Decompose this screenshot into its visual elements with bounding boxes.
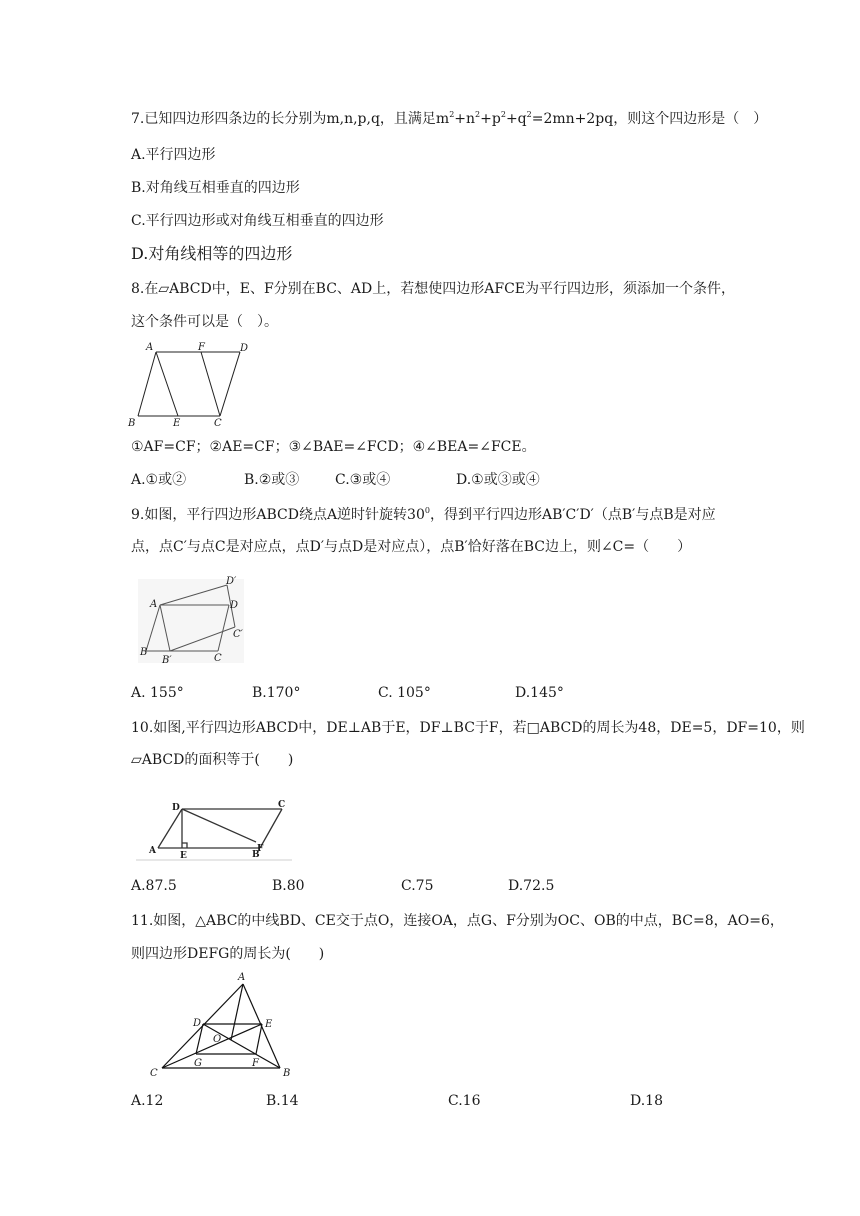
question-11-option-d: D.18 xyxy=(630,1093,663,1109)
figure11-label-o: O xyxy=(213,1034,222,1045)
question-8-option-d: D.①或③或④ xyxy=(456,472,540,488)
question-8-conditions: ①AF=CF；②AE=CF；③∠BAE=∠FCD；④∠BEA=∠FCE。 xyxy=(131,439,536,455)
figure11-label-b: B xyxy=(283,1068,291,1079)
figure8-label-f: F xyxy=(198,342,205,353)
figure9-label-b-prime: B′ xyxy=(162,655,172,666)
question-11-option-c: C.16 xyxy=(448,1093,481,1109)
figure10-label-d: D xyxy=(172,803,180,813)
figure9-label-d: D xyxy=(230,600,239,611)
question-8-option-c: C.③或④ xyxy=(335,472,391,488)
question-10-option-c: C.75 xyxy=(401,878,434,894)
question-9-option-b: B.170° xyxy=(252,685,301,701)
question-9-figure xyxy=(134,575,246,665)
figure8-label-b: B xyxy=(128,418,136,429)
question-9-option-d: D.145° xyxy=(515,685,564,701)
question-11-figure xyxy=(146,966,296,1082)
question-11-option-a: A.12 xyxy=(131,1093,164,1109)
figure11-label-e: E xyxy=(265,1019,273,1030)
question-9-stem-line2: 点，点C′与点C是对应点，点D′与点D是对应点），点B′恰好落在BC边上，则∠C=（ ） xyxy=(131,539,692,555)
question-9-stem-line1: 9.如图，平行四边形ABCD绕点A逆时针旋转$30^0$，得到平行四边形AB′C′D′（点B′与点B是对应 xyxy=(131,506,716,523)
question-10-stem-line1: 10.如图,平行四边形ABCD中，DE⊥AB于E，DF⊥BC于F，若□ABCD的周长为48，DE=5，DF=10，则 xyxy=(131,720,805,736)
figure10-label-c: C xyxy=(278,800,286,810)
question-7-stem: 7.已知四边形四条边的长分别为m,n,p,q，且满足$m^2+n^2+p^2+q^2=2mn+2pq$，则这个四边形是（ ） xyxy=(131,110,768,127)
question-11-option-b: B.14 xyxy=(266,1093,299,1109)
question-8-option-b: B.②或③ xyxy=(244,472,300,488)
figure8-label-e: E xyxy=(173,418,181,429)
question-10-figure xyxy=(136,790,292,864)
question-11-stem-line1: 11.如图，△ABC的中线BD、CE交于点O，连接OA，点G、F分别为OC、OB的中点，BC=8，AO=6， xyxy=(131,913,784,929)
question-10-option-d: D.72.5 xyxy=(508,878,555,894)
figure9-label-d-prime: D′ xyxy=(226,576,237,587)
figure9-label-c-prime: C′ xyxy=(233,629,243,640)
question-11-stem-line2: 则四边形DEFG的周长为( ) xyxy=(131,946,325,962)
figure10-label-b: B xyxy=(252,850,260,860)
question-9-option-a: A. 155° xyxy=(131,685,184,701)
question-7-option-b: B.对角线互相垂直的四边形 xyxy=(131,180,300,196)
figure11-label-g: G xyxy=(194,1058,202,1069)
question-8-option-a: A.①或② xyxy=(131,472,187,488)
question-8-stem-line2: 这个条件可以是（ ）。 xyxy=(131,314,278,330)
question-10-option-a: A.87.5 xyxy=(131,878,177,894)
figure9-label-c: C xyxy=(214,653,222,664)
figure8-label-d: D xyxy=(240,343,249,354)
figure8-label-c: C xyxy=(214,418,222,429)
question-10-stem-line2: ▱ABCD的面积等于( ) xyxy=(131,752,294,768)
figure11-label-c: C xyxy=(150,1068,158,1079)
figure9-label-b: B xyxy=(140,647,148,658)
question-10-option-b: B.80 xyxy=(272,878,305,894)
figure11-label-a: A xyxy=(238,972,246,983)
figure8-label-a: A xyxy=(146,342,154,353)
question-7-option-a: A.平行四边形 xyxy=(131,147,216,163)
question-7-option-c: C.平行四边形或对角线互相垂直的四边形 xyxy=(131,213,384,229)
question-9-option-c: C. 105° xyxy=(378,685,431,701)
figure10-label-a: A xyxy=(149,846,156,856)
question-8-stem-line1: 8.在▱ABCD中，E、F分别在BC、AD上，若想使四边形AFCE为平行四边形，须添加一个条件， xyxy=(131,281,736,297)
figure10-label-e: E xyxy=(180,851,187,861)
figure9-label-a: A xyxy=(150,599,158,610)
figure10-label-f: F xyxy=(257,844,264,854)
figure11-label-d: D xyxy=(193,1018,202,1029)
figure11-label-f: F xyxy=(252,1058,259,1069)
question-8-figure xyxy=(128,340,268,432)
question-7-option-d: D.对角线相等的四边形 xyxy=(131,244,293,263)
